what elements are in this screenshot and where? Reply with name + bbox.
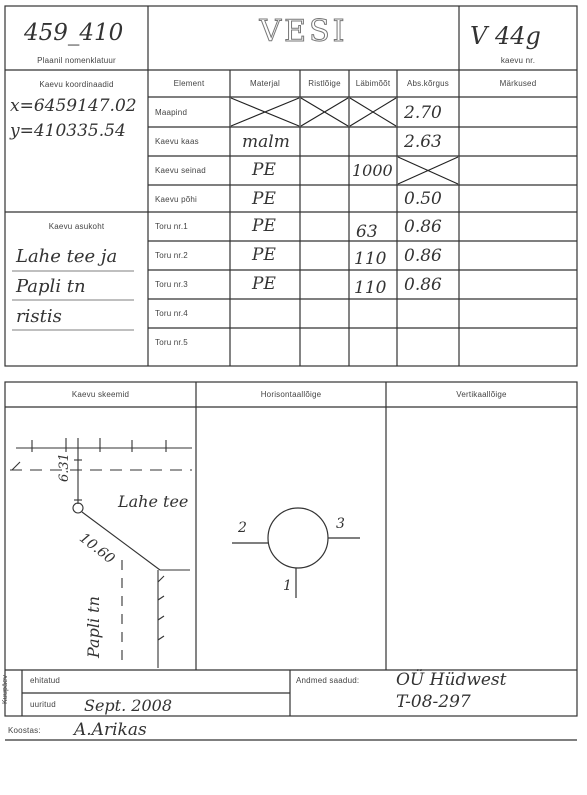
pipe-label-1: 1 — [283, 578, 292, 594]
coordinate-y: y=410335.54 — [10, 121, 126, 141]
row-label: Kaevu kaas — [155, 137, 199, 146]
diameter-cell: 110 — [354, 278, 387, 298]
header-material: Materjal — [249, 79, 281, 88]
location-line-2: Papli tn — [16, 276, 86, 297]
vertical-section-label: Vertikaallõige — [456, 390, 507, 399]
location-line-3: ristis — [16, 306, 62, 327]
pipe-label-2: 2 — [238, 520, 247, 536]
well-number-label: kaevu nr. — [500, 56, 536, 65]
height-cell: 2.63 — [404, 132, 442, 152]
coordinate-x: x=6459147.02 — [10, 96, 137, 116]
built-label: ehitatud — [30, 676, 61, 685]
coordinates-label: Kaevu koordinaadid — [39, 80, 114, 89]
row-label: Kaevu seinad — [155, 166, 206, 175]
row-label: Toru nr.3 — [155, 280, 188, 289]
location-line-1: Lahe tee ja — [16, 246, 118, 267]
material-cell: malm — [242, 132, 290, 152]
row-label: Toru nr.2 — [155, 251, 188, 260]
measured-label: uuritud — [30, 700, 56, 709]
row-label: Toru nr.4 — [155, 309, 188, 318]
height-cell: 0.86 — [404, 217, 442, 237]
diameter-cell: 63 — [356, 222, 378, 242]
dimension-label-1: 6.31 — [57, 453, 72, 482]
source-company: OÜ Hüdwest — [396, 670, 507, 690]
measured-date: Sept. 2008 — [84, 696, 172, 715]
location-label: Kaevu asukoht — [48, 222, 105, 231]
author-label: Koostas: — [8, 726, 41, 735]
plan-code: 459_410 — [24, 20, 124, 46]
plan-label: Plaanil nomenklatuur — [37, 56, 116, 65]
header-diameter: Läbimõõt — [355, 79, 391, 88]
header-notes: Märkused — [499, 79, 537, 88]
diameter-cell: 110 — [354, 249, 387, 269]
dimension-label-2: 10.60 — [76, 530, 118, 568]
form-title: VESI — [259, 14, 348, 49]
height-cell: 0.86 — [404, 246, 442, 266]
diameter-cell: 1000 — [352, 161, 393, 180]
material-cell: PE — [252, 189, 276, 209]
row-label: Maapind — [155, 108, 188, 117]
material-cell: PE — [252, 245, 276, 265]
horizontal-section-label: Horisontaallõige — [260, 390, 322, 399]
date-rotated-label: Kuupäev — [2, 674, 9, 704]
header-height: Abs.kõrgus — [406, 79, 450, 88]
material-cell: PE — [252, 216, 276, 236]
street-label-1: Lahe tee — [118, 492, 189, 511]
author-name: A.Arikas — [74, 720, 147, 740]
row-label: Toru nr.1 — [155, 222, 188, 231]
source-label: Andmed saadud: — [296, 676, 360, 685]
height-cell: 0.86 — [404, 275, 442, 295]
material-cell: PE — [252, 160, 276, 180]
street-label-2: Papli tn — [84, 596, 103, 658]
well-number: V 44g — [470, 22, 541, 50]
header-element: Element — [173, 79, 205, 88]
material-cell: PE — [252, 274, 276, 294]
row-label: Kaevu põhi — [155, 195, 198, 204]
source-reference: T-08-297 — [396, 692, 471, 712]
site-sketch-label: Kaevu skeemid — [71, 390, 130, 399]
header-section: Ristlõige — [308, 79, 341, 88]
height-cell: 0.50 — [404, 189, 442, 209]
height-cell: 2.70 — [404, 103, 442, 123]
pipe-label-3: 3 — [336, 516, 345, 532]
row-label: Toru nr.5 — [155, 338, 188, 347]
